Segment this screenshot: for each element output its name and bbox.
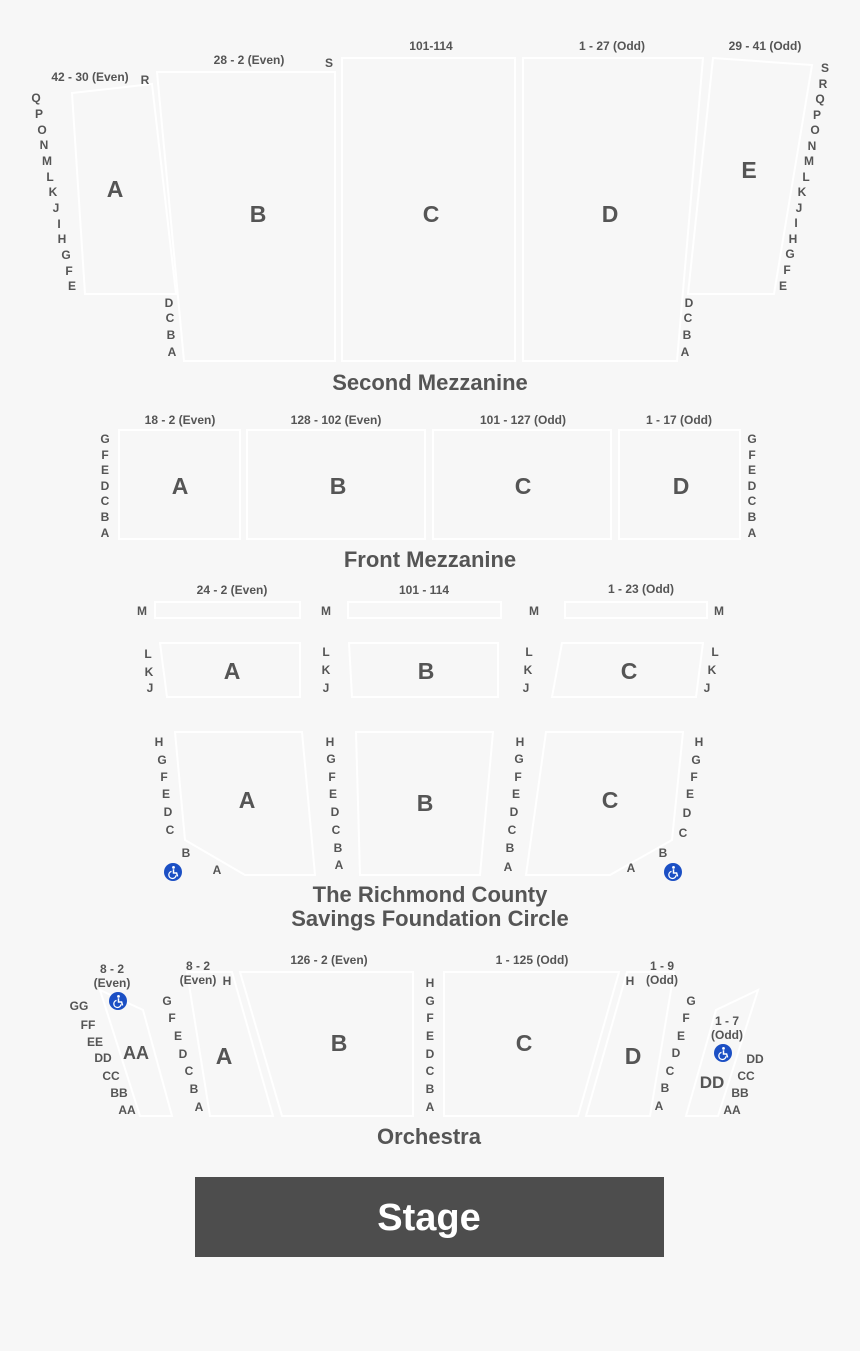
orchestra-label-a: A (215, 1043, 233, 1069)
row-label: F (101, 448, 109, 462)
orchestra-range-box-right: (Odd) (711, 1028, 743, 1042)
row-label: C (678, 826, 688, 840)
circle-lower-label-a: A (238, 787, 256, 813)
row-label: I (57, 217, 61, 231)
row-label: M (714, 604, 724, 618)
row-label: S (820, 61, 830, 75)
row-label: C (184, 1064, 194, 1078)
second-mezz-section-b[interactable] (157, 72, 335, 361)
row-label: BB (731, 1086, 749, 1100)
row-label: F (682, 1011, 690, 1025)
row-label: Q (31, 91, 41, 105)
row-label: G (326, 752, 336, 766)
row-label: G (100, 432, 110, 446)
wheelchair-icon (664, 863, 682, 881)
row-label: A (626, 861, 636, 875)
orchestra-label-aa: AA (123, 1043, 149, 1063)
row-label: L (802, 170, 810, 184)
row-label: M (321, 604, 331, 618)
row-label: M (42, 154, 52, 168)
row-label: G (162, 994, 172, 1008)
row-label: I (794, 216, 798, 230)
stage (195, 1177, 664, 1257)
row-label: A (334, 858, 344, 872)
row-label: FF (80, 1018, 96, 1032)
row-label: DD (94, 1051, 112, 1065)
row-label: C (331, 823, 341, 837)
row-label: M (804, 154, 814, 168)
row-label: H (515, 735, 525, 749)
second-mezz-label-a: A (106, 176, 124, 202)
row-label: L (46, 170, 54, 184)
row-label: K (523, 663, 533, 677)
row-label: B (425, 1082, 435, 1096)
row-label: G (747, 432, 757, 446)
row-label: D (684, 296, 694, 310)
row-label: F (328, 770, 336, 784)
row-label: D (330, 805, 340, 819)
orchestra-range-box-right: 1 - 7 (714, 1014, 740, 1028)
row-label: M (137, 604, 147, 618)
row-label: H (694, 735, 704, 749)
circle-range-a: 24 - 2 (Even) (196, 583, 268, 597)
row-label: G (157, 753, 167, 767)
row-label: A (194, 1100, 204, 1114)
orchestra-range-box-left: (Even) (93, 976, 131, 990)
row-label: E (685, 787, 695, 801)
row-label: F (783, 263, 791, 277)
row-label: C (425, 1064, 435, 1078)
row-label: G (425, 994, 435, 1008)
circle-range-b: 101 - 114 (398, 583, 450, 597)
row-label: G (691, 753, 701, 767)
orchestra-label-c: C (515, 1030, 533, 1056)
row-label: K (321, 663, 331, 677)
row-label: B (100, 510, 110, 524)
front-mezz-range-d: 1 - 17 (Odd) (645, 413, 713, 427)
row-label: R (818, 77, 828, 91)
front-mezz-label-a: A (171, 473, 189, 499)
row-label: C (507, 823, 517, 837)
row-label: R (140, 73, 150, 87)
row-label: H (625, 974, 635, 988)
row-label: H (57, 232, 67, 246)
row-label: EE (86, 1035, 104, 1049)
row-label: F (426, 1011, 434, 1025)
second-mezz-label-e: E (741, 157, 757, 183)
row-label: J (522, 681, 530, 695)
row-label: AA (723, 1103, 741, 1117)
second-mezz-range-a: 42 - 30 (Even) (51, 70, 129, 84)
row-label: F (65, 264, 73, 278)
row-label: K (144, 665, 154, 679)
orchestra-label-dd: DD (699, 1073, 725, 1092)
level-title-circle-line2: Savings Foundation Circle (291, 906, 569, 931)
row-label: G (514, 752, 524, 766)
second-mezz-range-d: 1 - 27 (Odd) (578, 39, 646, 53)
row-label: F (748, 448, 756, 462)
row-label: GG (69, 999, 89, 1013)
row-label: E (747, 463, 757, 477)
row-label: P (34, 107, 44, 121)
orchestra-label-d: D (624, 1043, 642, 1069)
orchestra-range-a: (Even) (179, 973, 217, 987)
row-label: E (511, 787, 521, 801)
front-mezz-range-a: 18 - 2 (Even) (144, 413, 216, 427)
circle-upper-label-c: C (620, 658, 638, 684)
row-label: K (707, 663, 717, 677)
row-label: H (325, 735, 335, 749)
row-label: A (747, 526, 757, 540)
row-label: D (671, 1046, 681, 1060)
row-label: G (686, 994, 696, 1008)
row-label: F (514, 770, 522, 784)
row-label: F (690, 770, 698, 784)
row-label: B (682, 328, 692, 342)
row-label: C (165, 311, 175, 325)
orchestra-range-c: 1 - 125 (Odd) (495, 953, 569, 967)
row-label: DD (746, 1052, 764, 1066)
orchestra-range-d: 1 - 9 (649, 959, 675, 973)
row-label: B (660, 1081, 670, 1095)
row-label: L (322, 645, 330, 659)
row-label: O (37, 123, 47, 137)
circle-lower-label-b: B (416, 790, 434, 816)
row-label: S (324, 56, 334, 70)
row-label: B (505, 841, 515, 855)
row-label: E (676, 1029, 686, 1043)
level-title-second-mezzanine: Second Mezzanine (332, 370, 528, 395)
row-label: D (425, 1047, 435, 1061)
row-label: E (161, 787, 171, 801)
circle-upper-label-a: A (223, 658, 241, 684)
row-label: E (425, 1029, 435, 1043)
row-label: D (509, 805, 519, 819)
circle-range-c: 1 - 23 (Odd) (607, 582, 675, 596)
row-label: D (747, 479, 757, 493)
row-label: O (810, 123, 820, 137)
row-label: E (67, 279, 77, 293)
row-label: G (785, 247, 795, 261)
row-label: D (178, 1047, 188, 1061)
orchestra-label-b: B (330, 1030, 348, 1056)
row-label: A (425, 1100, 435, 1114)
front-mezz-label-d: D (672, 473, 690, 499)
stage-label: Stage (377, 1197, 481, 1239)
second-mezz-label-c: C (422, 201, 440, 227)
circle-row-m-left[interactable] (155, 602, 300, 618)
row-label: B (181, 846, 191, 860)
level-title-orchestra: Orchestra (377, 1124, 481, 1149)
row-label: E (778, 279, 788, 293)
row-label: L (525, 645, 533, 659)
row-label: H (222, 974, 232, 988)
row-label: G (61, 248, 71, 262)
front-mezz-label-c: C (514, 473, 532, 499)
row-label: D (164, 296, 174, 310)
row-label: B (166, 328, 176, 342)
row-label: CC (737, 1069, 755, 1083)
row-label: H (788, 232, 798, 246)
row-label: P (812, 108, 822, 122)
orchestra-range-d: (Odd) (646, 973, 678, 987)
front-mezz-range-b: 128 - 102 (Even) (290, 413, 382, 427)
row-label: AA (118, 1103, 136, 1117)
row-label: J (795, 201, 803, 215)
second-mezz-range-e: 29 - 41 (Odd) (728, 39, 802, 53)
row-label: J (322, 681, 330, 695)
circle-row-m-center[interactable] (348, 602, 501, 618)
row-label: E (328, 787, 338, 801)
row-label: B (189, 1082, 199, 1096)
level-title-front-mezzanine: Front Mezzanine (343, 547, 517, 572)
wheelchair-icon (164, 863, 182, 881)
row-label: K (48, 185, 58, 199)
circle-row-m-right[interactable] (565, 602, 707, 618)
row-label: A (654, 1099, 664, 1113)
row-label: B (747, 510, 757, 524)
second-mezz-label-d: D (601, 201, 619, 227)
row-label: A (212, 863, 222, 877)
second-mezz-range-b: 28 - 2 (Even) (213, 53, 285, 67)
front-mezz-range-c: 101 - 127 (Odd) (479, 413, 567, 427)
row-label: J (703, 681, 711, 695)
row-label: F (160, 770, 168, 784)
circle-lower-label-c: C (601, 787, 619, 813)
row-label: A (100, 526, 110, 540)
orchestra-range-box-left: 8 - 2 (99, 962, 125, 976)
orchestra-range-a: 8 - 2 (185, 959, 211, 973)
row-label: B (333, 841, 343, 855)
circle-upper-label-b: B (417, 658, 435, 684)
second-mezz-label-b: B (249, 201, 267, 227)
row-label: D (100, 479, 110, 493)
level-title-circle-line1: The Richmond County (312, 882, 548, 907)
row-label: C (100, 494, 110, 508)
row-label: M (529, 604, 539, 618)
row-label: J (52, 201, 60, 215)
row-label: K (797, 185, 807, 199)
row-label: A (680, 345, 690, 359)
row-label: F (168, 1011, 176, 1025)
row-label: BB (110, 1086, 128, 1100)
second-mezz-range-c: 101-114 (409, 39, 453, 53)
row-label: B (658, 846, 668, 860)
row-label: N (807, 139, 817, 153)
row-label: C (683, 311, 693, 325)
front-mezz-label-b: B (329, 473, 347, 499)
row-label: E (100, 463, 110, 477)
wheelchair-icon (714, 1044, 732, 1062)
row-label: H (425, 976, 435, 990)
row-label: J (146, 681, 154, 695)
row-label: A (167, 345, 177, 359)
row-label: E (173, 1029, 183, 1043)
row-label: C (747, 494, 757, 508)
wheelchair-icon (109, 992, 127, 1010)
row-label: A (503, 860, 513, 874)
row-label: C (665, 1064, 675, 1078)
row-label: D (682, 806, 692, 820)
row-label: CC (102, 1069, 120, 1083)
row-label: Q (815, 92, 825, 106)
orchestra-range-b: 126 - 2 (Even) (290, 953, 368, 967)
row-label: L (711, 645, 719, 659)
row-label: L (144, 647, 152, 661)
row-label: N (39, 138, 49, 152)
row-label: D (163, 805, 173, 819)
row-label: H (154, 735, 164, 749)
row-label: C (165, 823, 175, 837)
